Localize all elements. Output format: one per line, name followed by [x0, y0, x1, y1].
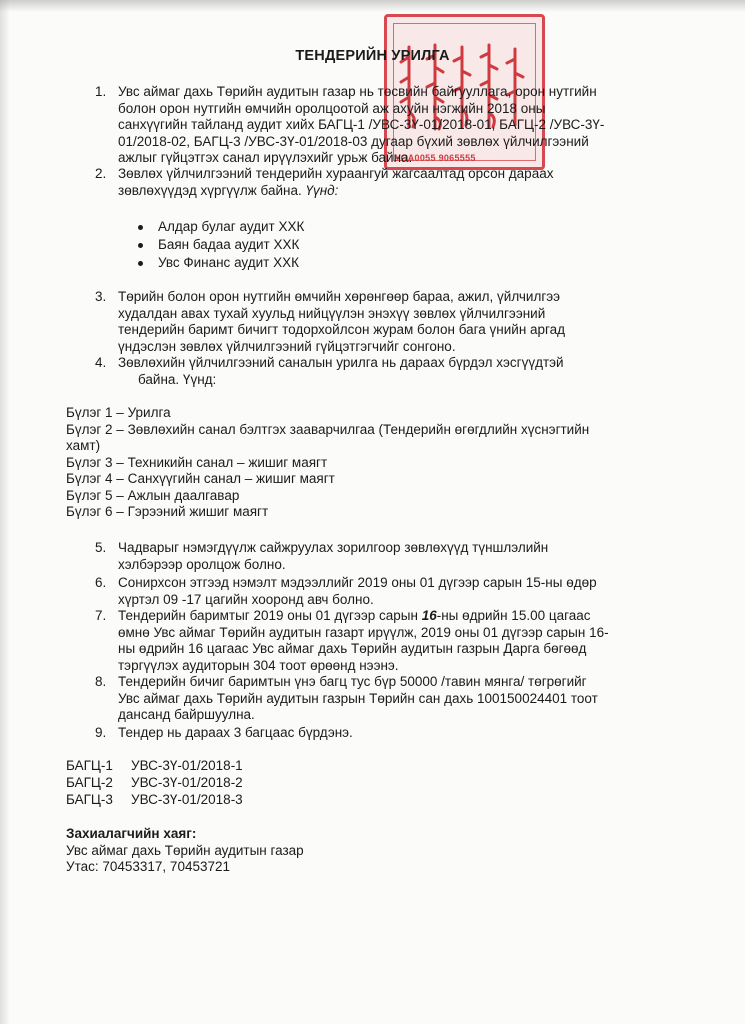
item-1-text: [118, 84, 604, 167]
footer-heading: Захиалагчийн хаяг:: [66, 826, 197, 841]
item-8-line: дансанд байршуулна.: [118, 707, 255, 722]
item-7-line: тэргүүлэх аудиторын 304 тоот өрөөнд нээнэ.: [118, 657, 399, 673]
item-7-line-end: -ны өдрийн 15.00 цагаас: [436, 608, 591, 623]
item-8-line: Тендерийн бичиг баримтын үнэ багц тус бүр 50000 /тавин мянга/ төгрөгийг: [118, 674, 587, 689]
item-4-text: [118, 355, 564, 388]
item-3-text: [118, 289, 565, 355]
package-label: БАГЦ-1: [66, 758, 113, 773]
item-4-line: байна. Үүнд:: [138, 371, 217, 387]
item-1-line: болон орон нутгийн өмчийн оролцоотой аж ахуйн нэгжийн 2018 оны: [118, 100, 546, 116]
section-line: Бүлэг 4 – Санхүүгийн санал – жишиг маягт: [66, 471, 335, 486]
item-7-line: өмнө Увс аймаг Төрийн аудитын газарт ирүүлж, 2019 оны 01 дүгээр сарын 16-: [118, 624, 609, 640]
item-7-line: ны өдрийн 16 цагаас Увс аймаг дахь Төрийн аудитын газрын Дарга бөгөөд: [118, 641, 587, 656]
item-7-line: [118, 608, 609, 625]
seal-number: УОА0055 9065555: [395, 153, 476, 163]
package-label: БАГЦ-3: [66, 792, 113, 807]
item-8-text: [118, 674, 598, 724]
item-7-emphasis: 16: [421, 608, 437, 623]
package-code: УВС-3Ү-01/2018-3: [131, 792, 243, 807]
item-5-number: 5.: [95, 540, 107, 555]
item-6-line: хүртэл 09 -17 цагийн хооронд авч болно.: [118, 591, 374, 607]
bullet-dot-icon: [138, 261, 143, 266]
footer-address: Увс аймаг дахь Төрийн аудитын газар: [66, 843, 304, 858]
item-3-line: Төрийн болон орон нутгийн өмчийн хөрөнгөөр бараа, ажил, үйлчилгээ: [118, 289, 561, 304]
scan-shadow-left: [0, 0, 10, 1024]
item-9-text: Тендер нь дараах 3 багцаас бүрдэнэ.: [118, 725, 353, 740]
item-5-text: [118, 540, 548, 573]
item-1-line: Увс аймаг дахь Төрийн аудитын газар нь төсвийн байгууллага, орон нутгийн: [118, 84, 597, 99]
item-6-number: 6.: [95, 575, 107, 590]
item-3-number: 3.: [95, 289, 107, 304]
section-line: Бүлэг 6 – Гэрээний жишиг маягт: [66, 504, 269, 519]
package-row: [66, 792, 243, 808]
item-8-number: 8.: [95, 674, 107, 689]
section-line: Бүлэг 1 – Урилга: [66, 405, 171, 420]
bullet-text: Баян бадаа аудит ХХК: [158, 237, 300, 252]
bullet-dot-icon: [138, 225, 143, 230]
package-code: УВС-3Ү-01/2018-1: [131, 758, 243, 773]
item-2-text: [118, 166, 553, 199]
item-2-line-italic: Үүнд:: [305, 182, 339, 198]
item-7-number: 7.: [95, 608, 107, 623]
item-7-line-start: Тендерийн баримтыг 2019 оны 01 дүгээр сарын: [118, 608, 422, 623]
bullet-item: [158, 219, 304, 236]
section-line: Бүлэг 2 – Зөвлөхийн санал бэлтгэх зааварчилгаа (Тендерийн өгөгдлийн хүснэгтийн: [66, 421, 590, 437]
bullet-item: [158, 237, 299, 254]
package-row: [66, 775, 243, 791]
item-3-line: тендерийн баримт бичигт тодорхойлсон журам болон бага үнийн аргад: [118, 322, 566, 337]
item-1-number: 1.: [95, 84, 107, 99]
item-2-line-text: зөвлөхүүдэд хүргүүлж байна.: [118, 182, 302, 198]
item-6-text: [118, 575, 597, 608]
item-9-number: 9.: [95, 725, 107, 740]
item-4-number: 4.: [95, 355, 107, 370]
item-1-line: санхүүгийн тайланд аудит хийх БАГЦ-1 /УВС-3Ү-01/2018-01, БАГЦ-2 /УВС-3Ү-: [118, 117, 605, 132]
item-3-line: худалдан авах тухай хуульд нийцүүлэн энэхүү зөвлөх үйлчилгээний: [118, 305, 546, 321]
bullet-item: [158, 255, 299, 272]
item-2-line: [118, 183, 553, 200]
item-6-line: Сонирхсон этгээд нэмэлт мэдээллийг 2019 оны 01 дүгээр сарын 15-ны өдөр: [118, 575, 597, 590]
item-2-line: Зөвлөх үйлчилгээний тендерийн хураангуй жагсаалтад орсон дараах: [118, 166, 554, 181]
bullet-text: Увс Финанс аудит ХХК: [158, 255, 299, 270]
package-row: [66, 758, 243, 774]
item-7-text: [118, 608, 609, 674]
bullet-dot-icon: [138, 243, 143, 248]
item-1-line: ажлыг гүйцэтгэх санал ирүүлэхийг урьж байна.: [118, 150, 413, 165]
package-label: БАГЦ-2: [66, 775, 113, 790]
section-line: хамт): [66, 438, 101, 453]
item-5-line: Чадварыг нэмэгдүүлж сайжруулах зорилгоор зөвлөхүүд түншлэлийн: [118, 540, 549, 555]
item-8-line: Увс аймаг дахь Төрийн аудитын газрын Төрийн сан дахь 100150024401 тоот: [118, 690, 598, 706]
scan-shadow-top: [0, 0, 745, 12]
section-line: Бүлэг 5 – Ажлын даалгавар: [66, 487, 240, 503]
bullet-text: Алдар булаг аудит ХХК: [158, 219, 305, 234]
package-code: УВС-3Ү-01/2018-2: [131, 775, 243, 790]
item-5-line: хэлбэрээр оролцож болно.: [118, 556, 286, 572]
page-title: ТЕНДЕРИЙН УРИЛГА: [295, 48, 450, 64]
footer-phone: Утас: 70453317, 70453721: [66, 859, 230, 874]
sections-list: [66, 405, 589, 521]
item-1-line: 01/2018-02, БАГЦ-3 /УВС-3Ү-01/2018-03 дугаар бүхий зөвлөх үйлчилгээний: [118, 133, 589, 149]
section-line: Бүлэг 3 – Техникийн санал – жишиг маягт: [66, 454, 328, 470]
item-4-line: Зөвлөхийн үйлчилгээний саналын урилга нь дараах бүрдэл хэсгүүдтэй: [118, 355, 564, 370]
item-2-number: 2.: [95, 166, 107, 181]
item-3-line: үндэслэн зөвлөх үйлчилгээний гүйцэтгэгчийг сонгоно.: [118, 338, 456, 354]
